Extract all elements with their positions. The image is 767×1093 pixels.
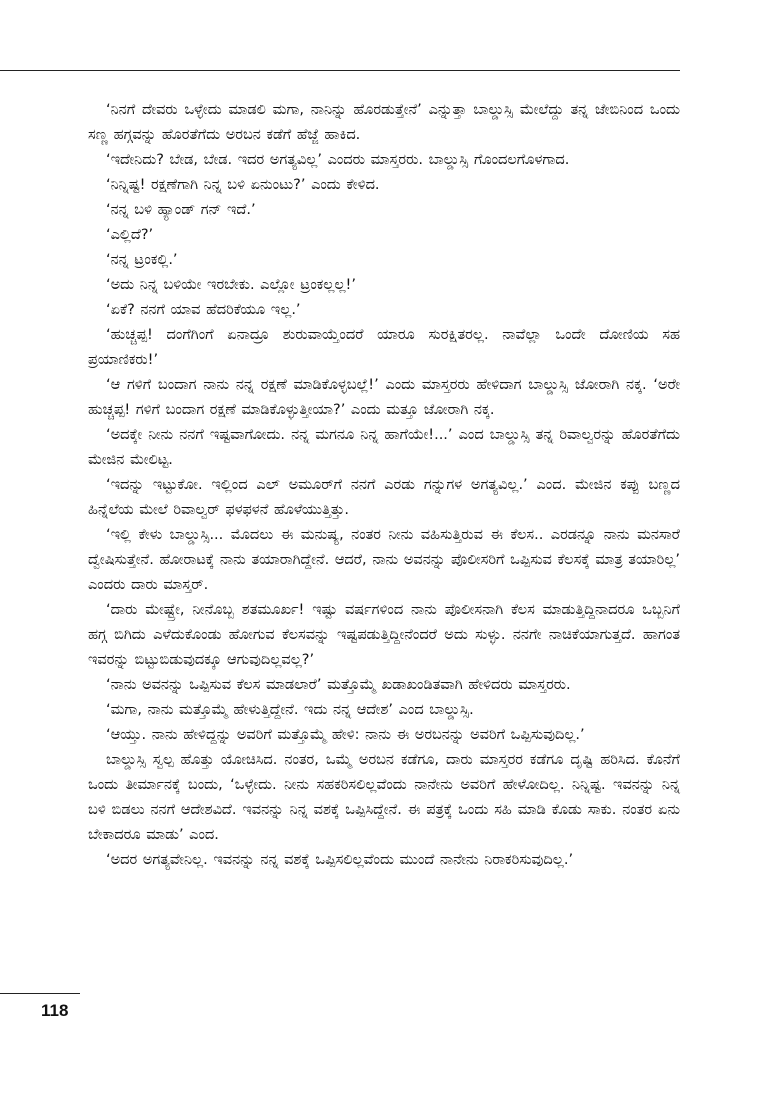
paragraph: ‘ಅದರ ಅಗತ್ಯವೇನಿಲ್ಲ. ಇವನನ್ನು ನನ್ನ ವಶಕ್ಕೆ ಒಪ್ಪಿಸಲಿಲ್ಲವೆಂದು ಮುಂದೆ ನಾನೇನು ನಿರಾಕರಿಸುವುದಿಲ್ಲ.’ — [106, 852, 574, 868]
header-rule — [0, 70, 680, 71]
paragraph: ‘ಹುಚ್ಚಪ್ಪ! ದಂಗೆಗಿಂಗೆ ಏನಾದ್ರೂ ಶುರುವಾಯ್ತೆಂದರೆ ಯಾರೂ ಸುರಕ್ಷಿತರಲ್ಲ. ನಾವೆಲ್ಲಾ ಒಂದೇ ದೋಣಿಯ ಸಹ ಪ್ರಯಾಣಿಕರು!’ — [88, 327, 680, 368]
footer-rule — [0, 993, 80, 994]
paragraph: ‘ನಿನ್ನಿಷ್ಟ! ರಕ್ಷಣೆಗಾಗಿ ನಿನ್ನ ಬಳಿ ಏನುಂಟು?’ ಎಂದು ಕೇಳಿದ. — [106, 177, 380, 193]
paragraph: ಬಾಲ್ಡುಸ್ಸಿ ಸ್ವಲ್ಪ ಹೊತ್ತು ಯೋಚಿಸಿದ. ನಂತರ, ಒಮ್ಮೆ ಅರಬನ ಕಡೆಗೂ, ದಾರು ಮಾಸ್ತರರ ಕಡೆಗೂ ದೃಷ್ಟಿ ಹರಿಸಿದ. ಕೊನೆಗೆ ಒಂದು ತೀರ್ಮಾನಕ್ಕೆ ಬಂದು, ‘ಒಳ್ಳೇದು. ನೀನು ಸಹಕರಿಸಲಿಲ್ಲವೆಂದು ನಾನೇನು ಅವರಿಗೆ ಹೇಳೋದಿಲ್ಲ. ನಿನ್ನಿಷ್ಟ. ಇವನನ್ನು ನಿನ್ನ ಬಳಿ ಬಿಡಲು ನನಗೆ ಆದೇಶವಿದೆ. ಇವನನ್ನು ನಿನ್ನ ವಶಕ್ಕೆ ಒಪ್ಪಿಸಿದ್ದೇನೆ. ಈ ಪತ್ರಕ್ಕೆ ಒಂದು ಸಹಿ ಮಾಡಿ ಕೊಡು ಸಾಕು. ನಂತರ ಏನು ಬೇಕಾದರೂ ಮಾಡು’ ಎಂದ. — [88, 752, 680, 843]
paragraph: ‘ನಿನಗೆ ದೇವರು ಒಳ್ಳೇದು ಮಾಡಲಿ ಮಗಾ, ನಾನಿನ್ನು ಹೊರಡುತ್ತೇನೆ’ ಎನ್ನುತ್ತಾ ಬಾಲ್ಡುಸ್ಸಿ ಮೇಲೆದ್ದು ತನ್ನ ಜೇಬಿನಿಂದ ಒಂದು ಸಣ್ಣ ಹಗ್ಗವನ್ನು ಹೊರತೆಗೆದು ಅರಬನ ಕಡೆಗೆ ಹೆಜ್ಜೆ ಹಾಕಿದ. — [88, 102, 680, 143]
paragraph: ‘ಏಕೆ? ನನಗೆ ಯಾವ ಹೆದರಿಕೆಯೂ ಇಲ್ಲ.’ — [106, 302, 301, 318]
paragraph: ‘ದಾರು ಮೇಷ್ಟ್ರೇ, ನೀನೊಬ್ಬ ಶತಮೂರ್ಖ! ಇಷ್ಟು ವರ್ಷಗಳಿಂದ ನಾನು ಪೊಲೀಸನಾಗಿ ಕೆಲಸ ಮಾಡುತ್ತಿದ್ದಿನಾದರೂ ಒಬ್ಬನಿಗೆ ಹಗ್ಗ ಬಿಗಿದು ಎಳೆದುಕೊಂಡು ಹೋಗುವ ಕೆಲಸವನ್ನು ಇಷ್ಟಪಡುತ್ತಿದ್ದೀನೆಂದರೆ ಅದು ಸುಳ್ಳು. ನನಗೇ ನಾಚಿಕೆಯಾಗುತ್ತದೆ. ಹಾಗಂತ ಇವರನ್ನು ಬಿಟ್ಟುಬಿಡುವುದಕ್ಕೂ ಆಗುವುದಿಲ್ಲವಲ್ಲ?’ — [88, 602, 680, 668]
body-text — [88, 98, 680, 873]
paragraph: ‘ಆ ಗಳಿಗೆ ಬಂದಾಗ ನಾನು ನನ್ನ ರಕ್ಷಣೆ ಮಾಡಿಕೊಳ್ಳಬಲ್ಲೆ!’ ಎಂದು ಮಾಸ್ತರರು ಹೇಳಿದಾಗ ಬಾಲ್ಡುಸ್ಸಿ ಜೋರಾಗಿ ನಕ್ಕ. ‘ಅರೇ ಹುಚ್ಚಪ್ಪ! ಗಳಿಗೆ ಬಂದಾಗ ರಕ್ಷಣೆ ಮಾಡಿಕೊಳ್ಳುತ್ತೀಯಾ?’ ಎಂದು ಮತ್ತೂ ಜೋರಾಗಿ ನಕ್ಕ. — [88, 377, 680, 418]
paragraph: ‘ಇದನ್ನು ಇಟ್ಟುಕೋ. ಇಲ್ಲಿಂದ ಎಲ್ ಅಮೂರ್‌ಗೆ ನನಗೆ ಎರಡು ಗನ್ನುಗಳ ಅಗತ್ಯವಿಲ್ಲ.’ ಎಂದ. ಮೇಜಿನ ಕಪ್ಪು ಬಣ್ಣದ ಹಿನ್ನೆಲೆಯ ಮೇಲೆ ರಿವಾಲ್ವರ್ ಫಳಫಳನೆ ಹೊಳೆಯುತ್ತಿತ್ತು. — [88, 477, 680, 518]
paragraph: ‘ಅದು ನಿನ್ನ ಬಳಿಯೇ ಇರಬೇಕು. ಎಲ್ಲೋ ಟ್ರಂಕಲ್ಲಲ್ಲ!’ — [106, 277, 356, 293]
paragraph: ‘ಮಗಾ, ನಾನು ಮತ್ತೊಮ್ಮೆ ಹೇಳುತ್ತಿದ್ದೇನೆ. ಇದು ನನ್ನ ಆದೇಶ’ ಎಂದ ಬಾಲ್ಡುಸ್ಸಿ. — [106, 702, 474, 718]
paragraph: ‘ಇಲ್ಲಿ ಕೇಳು ಬಾಲ್ಡುಸ್ಸಿ... ಮೊದಲು ಈ ಮನುಷ್ಯ, ನಂತರ ನೀನು ವಹಿಸುತ್ತಿರುವ ಈ ಕೆಲಸ.. ಎರಡನ್ನೂ ನಾನು ಮನಸಾರೆ ದ್ವೇಷಿಸುತ್ತೇನೆ. ಹೋರಾಟಕ್ಕೆ ನಾನು ತಯಾರಾಗಿದ್ದೇನೆ. ಆದರೆ, ನಾನು ಅವನನ್ನು ಪೊಲೀಸರಿಗೆ ಒಪ್ಪಿಸುವ ಕೆಲಸಕ್ಕೆ ಮಾತ್ರ ತಯಾರಿಲ್ಲ’ ಎಂದರು ದಾರು ಮಾಸ್ತರ್. — [88, 527, 680, 593]
paragraph: ‘ಎಲ್ಲಿದೆ?’ — [106, 227, 154, 243]
paragraph: ‘ಅದಕ್ಕೇ ನೀನು ನನಗೆ ಇಷ್ಟವಾಗೋದು. ನನ್ನ ಮಗನೂ ನಿನ್ನ ಹಾಗೆಯೇ!...’ ಎಂದ ಬಾಲ್ಡುಸ್ಸಿ ತನ್ನ ರಿವಾಲ್ವರನ್ನು ಹೊರತೆಗೆದು ಮೇಜಿನ ಮೇಲಿಟ್ಟ. — [88, 427, 680, 468]
paragraph: ‘ಇದೇನಿದು? ಬೇಡ, ಬೇಡ. ಇದರ ಅಗತ್ಯವಿಲ್ಲ’ ಎಂದರು ಮಾಸ್ತರರು. ಬಾಲ್ಡುಸ್ಸಿ ಗೊಂದಲಗೊಳಗಾದ. — [106, 152, 570, 168]
page-number: 118 — [41, 1001, 69, 1020]
paragraph: ‘ನನ್ನ ಬಳಿ ಹ್ಯಾಂಡ್ ಗನ್ ಇದೆ.’ — [106, 202, 256, 218]
paragraph: ‘ನಾನು ಅವನನ್ನು ಒಪ್ಪಿಸುವ ಕೆಲಸ ಮಾಡಲಾರೆ’ ಮತ್ತೊಮ್ಮೆ ಖಡಾಖಂಡಿತವಾಗಿ ಹೇಳಿದರು ಮಾಸ್ತರರು. — [106, 677, 571, 693]
paragraph: ‘ಆಯ್ತು. ನಾನು ಹೇಳಿದ್ದನ್ನು ಅವರಿಗೆ ಮತ್ತೊಮ್ಮೆ ಹೇಳಿ: ನಾನು ಈ ಅರಬನನ್ನು ಅವರಿಗೆ ಒಪ್ಪಿಸುವುದಿಲ್ಲ.’ — [106, 727, 585, 743]
paragraph: ‘ನನ್ನ ಟ್ರಂಕಲ್ಲಿ.’ — [106, 252, 178, 268]
